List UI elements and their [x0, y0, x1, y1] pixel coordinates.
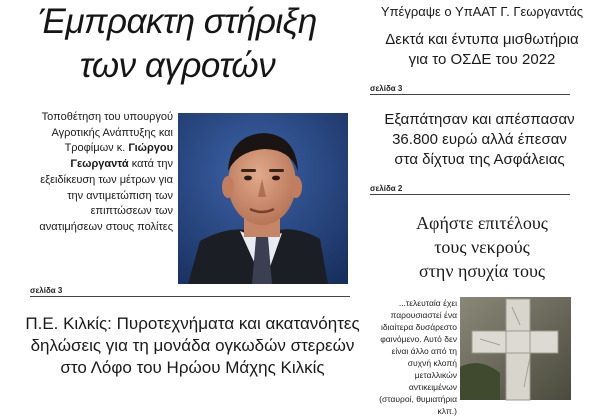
story2-divider	[370, 194, 570, 195]
lead-text-after: κατά την εξειδίκευση των μέτρων για την αντιμετώπιση των επιπτώσεων των ανατιμήσεων στους πολίτες	[39, 158, 173, 233]
lead-paragraph	[30, 110, 173, 236]
lead-minister-name: Γιώργου Γεωργαντά	[70, 142, 173, 171]
minister-photo	[178, 113, 348, 284]
story1-line-2: για το ΟΣΔΕ του 2022	[408, 51, 556, 68]
story2-line-3: στα δίχτυα της Ασφάλειας	[394, 151, 565, 168]
minister-portrait	[178, 113, 348, 284]
lead-text-before: Τοποθέτηση του υπουργού Αγροτικής Ανάπτυξης και Τροφίμων κ.	[41, 111, 173, 155]
story3-headline	[372, 211, 592, 283]
story2-line-1: Εξαπάτησαν και απέσπασαν	[384, 111, 575, 128]
main-headline-line-1: Έμπρακτη στήριξη	[38, 2, 317, 41]
grave-cross-photo	[460, 297, 571, 400]
story2-line-2: 36.800 ευρώ αλλά έπεσαν	[392, 131, 567, 148]
story2-page-ref: σελίδα 2	[370, 184, 403, 193]
story1-headline	[372, 30, 592, 70]
left-page-ref: σελίδα 3	[30, 286, 63, 295]
story3-line-2: τους νεκρούς	[434, 237, 530, 257]
kilkis-headline-line-2: δηλώσεις για τη μονάδα ογκωδών στερεών	[30, 336, 355, 355]
story3-excerpt: ...τελευταία έχει παρουσιαστεί ένα ιδιαίτερα δυσάρεστο φαινόμενο. Αυτό δεν είναι άλλο από τη συχνή κλοπή μεταλλικών αντικειμένων (σταυροί, θυμιατήρια κλπ.)	[379, 298, 457, 416]
kilkis-headline	[20, 313, 365, 379]
signed-line: Υπέγραψε ο ΥπΑΑΤ Γ. Γεωργαντάς	[380, 4, 584, 19]
stone-cross-image	[460, 297, 571, 400]
main-headline-line-2: των αγροτών	[79, 46, 276, 85]
left-divider	[30, 296, 350, 297]
kilkis-headline-line-3: στο Λόφο του Ηρώου Μάχης Κιλκίς	[60, 358, 325, 377]
story1-line-1: Δεκτά και έντυπα μισθωτήρια	[385, 31, 579, 48]
main-headline	[0, 0, 355, 88]
story3-line-3: στην ησυχία τους	[418, 261, 546, 281]
kilkis-headline-line-1: Π.Ε. Κιλκίς: Πυροτεχνήματα και ακατανόητες	[25, 314, 360, 333]
story2-headline	[372, 110, 587, 170]
story1-page-ref: σελίδα 3	[370, 84, 403, 93]
story3-line-1: Αφήστε επιτέλους	[416, 213, 548, 233]
story1-divider	[370, 94, 570, 95]
